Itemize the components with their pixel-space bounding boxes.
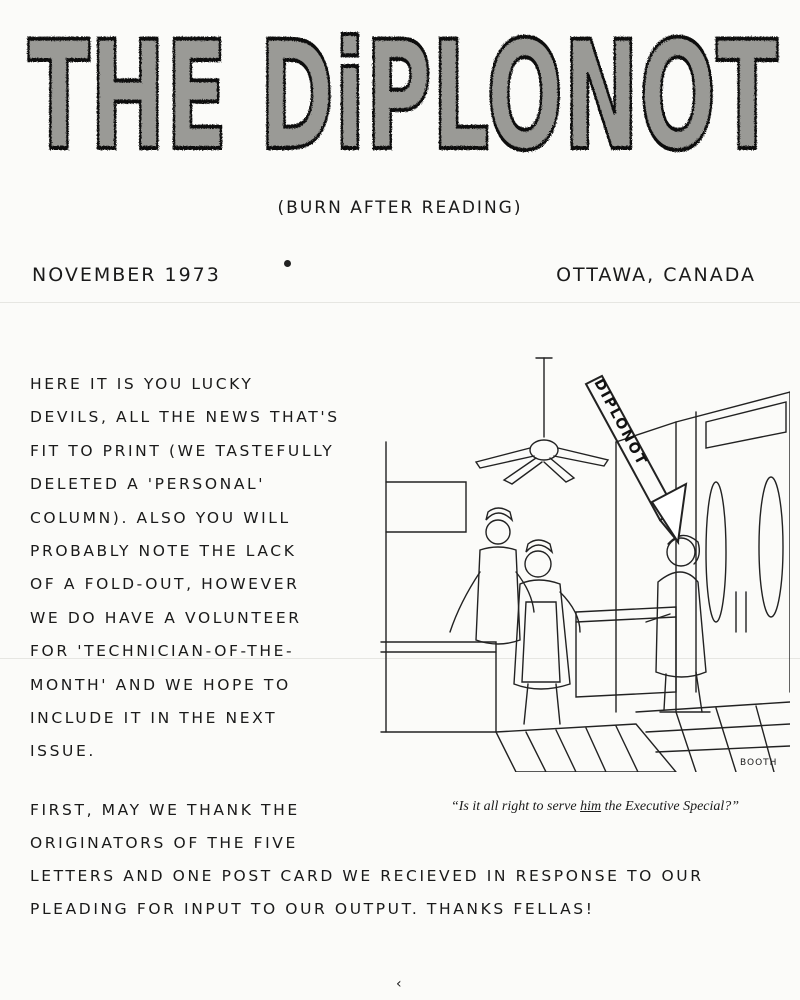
text-line: PROBABLY NOTE THE LACK [30,542,297,561]
masthead-art [18,8,788,178]
cartoon-illustration [376,352,790,772]
text-line: HERE IT IS YOU LUCKY [30,375,254,393]
caption-emphasis: him [580,799,602,814]
text-line: ORIGINATORS OF THE FIVE [30,834,298,852]
text-line: MONTH' AND WE HOPE TO [30,675,291,694]
arrow-label: DIPLONOT [590,376,650,470]
thanks-paragraph [30,794,790,926]
text-line: OF A FOLD-OUT, HOWEVER [30,575,300,594]
issue-date: NOVEMBER 1973 [32,264,221,286]
masthead-title: THE DiPLONOT [28,10,778,178]
ink-dot [284,260,291,267]
fold-crease [0,302,800,303]
subtitle: (BURN AFTER READING) [277,198,523,218]
text-line: FIRST, MAY WE THANK THE [30,801,300,819]
text-line: INCLUDE IT IN THE NEXT [30,709,278,728]
masthead [18,8,788,178]
issue-place: OTTAWA, CANADA [556,264,756,286]
caption-text: the Executive Special?” [601,799,740,814]
text-line: ISSUE. [30,742,96,761]
stray-mark: ‹ [396,976,402,992]
cartoon-drawing [376,352,790,772]
text-line: DEVILS, ALL THE NEWS THAT'S [30,408,340,427]
caption-text: “Is it all right to serve [450,799,581,814]
text-line: LETTERS AND ONE POST CARD WE RECIEVED IN RESPONSE TO OUR [30,867,704,885]
text-line: COLUMN). ALSO YOU WILL [30,508,291,527]
text-line: FOR 'TECHNICIAN-OF-THE- [30,642,295,661]
text-line: FIT TO PRINT (WE TASTEFULLY [30,441,335,460]
intro-paragraph [30,368,370,769]
text-line: WE DO HAVE A VOLUNTEER [30,608,302,627]
artist-signature: BOOTH [740,758,778,768]
text-line: PLEADING FOR INPUT TO OUR OUTPUT. THANKS FELLAS! [30,900,595,918]
text-line: DELETED A 'PERSONAL' [30,475,266,494]
